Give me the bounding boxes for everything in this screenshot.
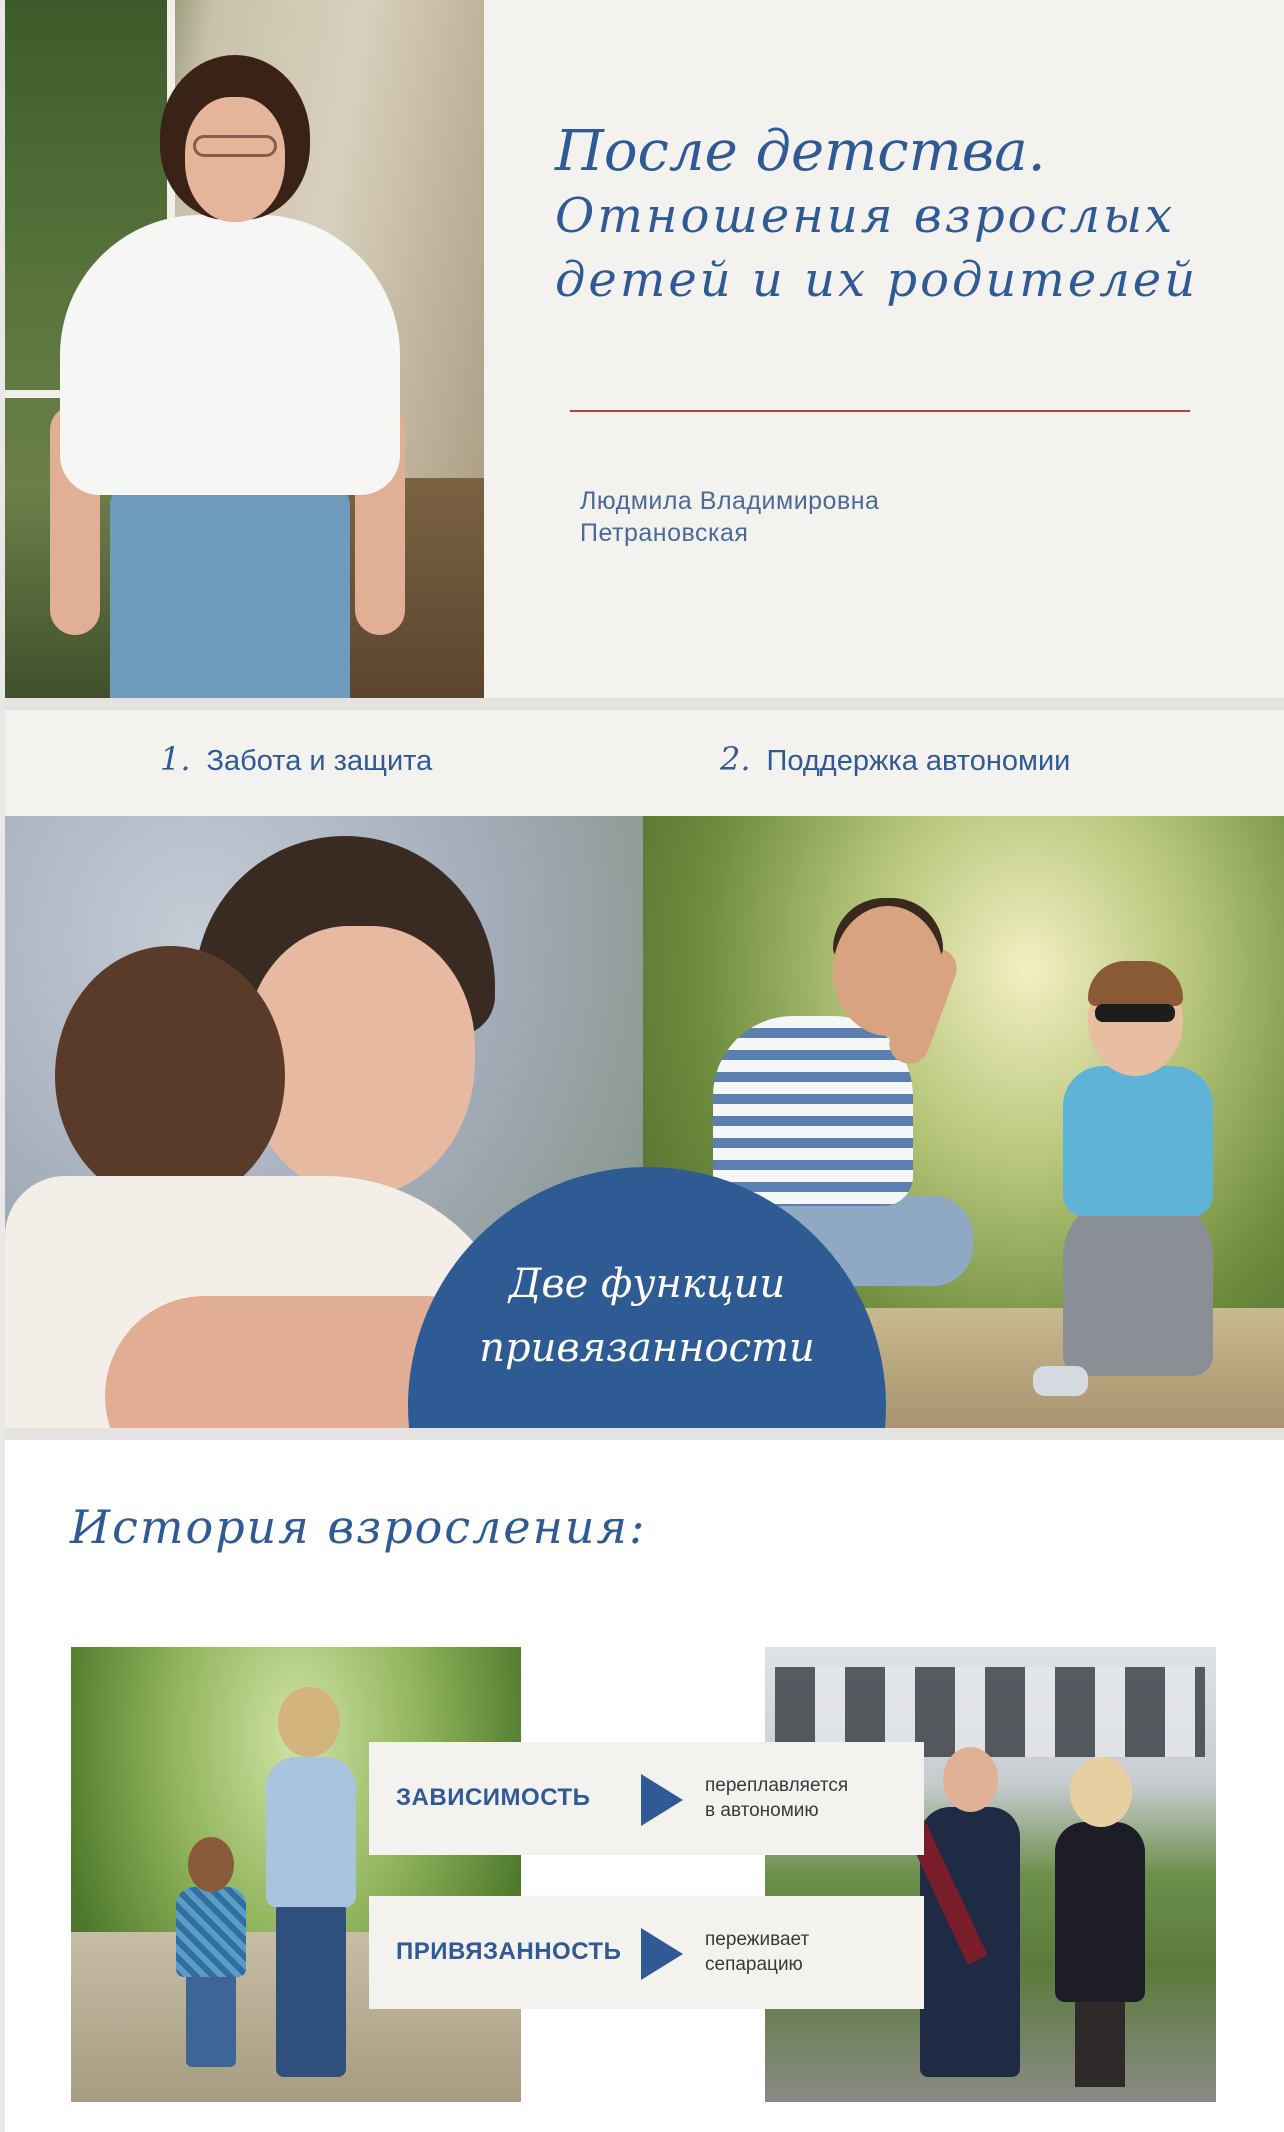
child-figure	[1023, 966, 1243, 1406]
title-line-1: После детства.	[555, 119, 1046, 184]
concept-label: ЗАВИСИМОСТЬ	[396, 1784, 591, 1811]
slide-title	[5, 0, 1284, 698]
arrow-right-icon	[641, 1774, 683, 1826]
slide-growing-up	[5, 1440, 1284, 2132]
functions-header	[5, 710, 1284, 816]
description-line-2: сепарацию	[705, 1954, 803, 1975]
description-line-1: переживает	[705, 1929, 810, 1950]
title-line-3: детей и их родителей	[555, 252, 1199, 308]
presentation-title	[555, 120, 1255, 312]
circle-title-line-1: Две функции	[508, 1261, 786, 1307]
author-photo	[5, 0, 484, 698]
function-label: Поддержка автономии	[766, 745, 1071, 777]
mother-child-walk-photo	[71, 1647, 521, 2102]
function-number: 2.	[720, 740, 751, 778]
author-name	[580, 485, 879, 549]
slide-separator	[5, 698, 1284, 710]
arrow-right-icon	[641, 1928, 683, 1980]
concept-description	[705, 1927, 809, 1977]
title-line-2: Отношения взрослых	[555, 188, 1176, 244]
function-item-autonomy	[720, 740, 1070, 778]
circle-title-line-2: привязанности	[479, 1325, 815, 1371]
concept-description	[705, 1773, 848, 1823]
function-item-care	[160, 740, 432, 778]
slide-heading: История взросления:	[70, 1500, 647, 1554]
function-label: Забота и защита	[206, 745, 433, 777]
graduation-photo	[765, 1647, 1216, 2102]
concept-label: ПРИВЯЗАННОСТЬ	[396, 1938, 622, 1965]
concept-row-dependence	[369, 1742, 924, 1855]
author-name-line-2: Петрановская	[580, 519, 749, 547]
description-line-2: в автономию	[705, 1800, 819, 1821]
function-number: 1.	[160, 740, 191, 778]
title-divider	[570, 410, 1190, 412]
concept-row-attachment	[369, 1896, 924, 2009]
author-name-line-1: Людмила Владимировна	[580, 487, 880, 515]
author-figure	[50, 55, 400, 698]
description-line-1: переплавляется	[705, 1775, 849, 1796]
slide-separator	[5, 1428, 1284, 1440]
slide-attachment-functions	[5, 710, 1284, 1428]
circle-title	[408, 1252, 886, 1380]
